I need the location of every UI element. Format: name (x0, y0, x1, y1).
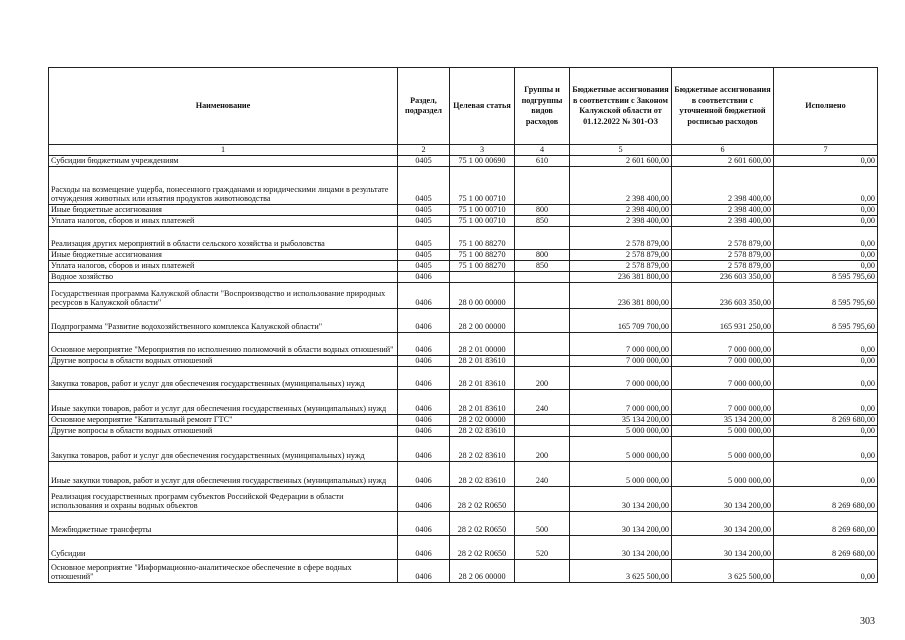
row-law: 5 000 000,00 (570, 436, 672, 461)
row-law: 7 000 000,00 (570, 355, 672, 366)
row-law: 30 134 200,00 (570, 511, 672, 535)
row-group: 200 (515, 436, 570, 461)
header-target: Целевая статья (450, 68, 515, 145)
row-executed: 0,00 (774, 425, 878, 436)
row-name: Субсидии бюджетным учреждениям (49, 155, 398, 166)
row-executed: 0,00 (774, 366, 878, 389)
row-section: 0406 (398, 332, 450, 355)
row-target: 28 2 02 83610 (450, 436, 515, 461)
row-target: 75 1 00 00710 (450, 166, 515, 204)
row-name: Закупка товаров, работ и услуг для обеспечения государственных (муниципальных) нужд (49, 366, 398, 389)
row-name: Уплата налогов, сборов и иных платежей (49, 215, 398, 226)
row-executed: 0,00 (774, 249, 878, 260)
row-target (450, 271, 515, 282)
row-target: 28 2 06 00000 (450, 559, 515, 582)
row-group: 800 (515, 249, 570, 260)
table-row (49, 389, 878, 414)
row-updated: 236 603 350,00 (672, 282, 774, 308)
row-target: 28 2 02 83610 (450, 461, 515, 486)
table-row (49, 249, 878, 260)
row-group (515, 308, 570, 332)
row-executed: 0,00 (774, 166, 878, 204)
header-law: Бюджетные ассигнования в соответствии с Законом Калужской области от 01.12.2022 № 301-ОЗ (570, 68, 672, 145)
row-updated: 30 134 200,00 (672, 511, 774, 535)
row-section: 0405 (398, 215, 450, 226)
col-number: 6 (672, 145, 774, 156)
row-executed: 8 595 795,60 (774, 308, 878, 332)
table-row (49, 215, 878, 226)
row-group: 500 (515, 511, 570, 535)
table-row (49, 511, 878, 535)
row-law: 2 578 879,00 (570, 260, 672, 271)
row-name: Субсидии (49, 535, 398, 559)
row-law: 2 578 879,00 (570, 226, 672, 249)
row-section: 0406 (398, 486, 450, 511)
row-law: 2 398 400,00 (570, 166, 672, 204)
row-name: Иные закупки товаров, работ и услуг для обеспечения государственных (муниципальных) нужд (49, 461, 398, 486)
row-group (515, 166, 570, 204)
row-law: 7 000 000,00 (570, 332, 672, 355)
row-updated: 5 000 000,00 (672, 461, 774, 486)
row-name: Основное мероприятие "Информационно-аналитическое обеспечение в сфере водных отношений" (49, 559, 398, 582)
row-target: 75 1 00 00710 (450, 215, 515, 226)
row-group (515, 355, 570, 366)
row-section: 0405 (398, 260, 450, 271)
row-name: Иные закупки товаров, работ и услуг для обеспечения государственных (муниципальных) нужд (49, 389, 398, 414)
row-updated: 165 931 250,00 (672, 308, 774, 332)
row-group (515, 271, 570, 282)
row-law: 165 709 700,00 (570, 308, 672, 332)
row-name: Иные бюджетные ассигнования (49, 249, 398, 260)
col-number: 2 (398, 145, 450, 156)
row-target: 28 2 00 00000 (450, 308, 515, 332)
row-law: 7 000 000,00 (570, 389, 672, 414)
row-group (515, 559, 570, 582)
col-number: 3 (450, 145, 515, 156)
row-target: 28 2 01 83610 (450, 366, 515, 389)
col-number: 1 (49, 145, 398, 156)
row-executed: 0,00 (774, 215, 878, 226)
row-name: Государственная программа Калужской области "Воспроизводство и использование природных ресурсов в Калужской области" (49, 282, 398, 308)
row-executed: 0,00 (774, 226, 878, 249)
row-updated: 5 000 000,00 (672, 436, 774, 461)
table-row (49, 414, 878, 425)
table-row (49, 436, 878, 461)
row-updated: 7 000 000,00 (672, 332, 774, 355)
row-executed: 0,00 (774, 155, 878, 166)
row-group: 240 (515, 461, 570, 486)
row-target: 28 2 02 R0650 (450, 535, 515, 559)
row-target: 28 2 02 83610 (450, 425, 515, 436)
row-executed: 0,00 (774, 260, 878, 271)
row-target: 75 1 00 00710 (450, 204, 515, 215)
row-target: 75 1 00 88270 (450, 249, 515, 260)
row-section: 0406 (398, 511, 450, 535)
row-name: Реализация государственных программ субъектов Российской Федерации в области использования и охраны водных объектов (49, 486, 398, 511)
row-target: 28 2 01 83610 (450, 389, 515, 414)
table-row (49, 155, 878, 166)
row-executed: 0,00 (774, 355, 878, 366)
row-group (515, 282, 570, 308)
header-name: Наименование (49, 68, 398, 145)
header-section: Раздел, подраздел (398, 68, 450, 145)
row-executed: 8 269 680,00 (774, 535, 878, 559)
row-law: 30 134 200,00 (570, 486, 672, 511)
header-executed: Исполнено (774, 68, 878, 145)
row-section: 0406 (398, 366, 450, 389)
table-row (49, 425, 878, 436)
row-target: 75 1 00 88270 (450, 226, 515, 249)
row-name: Водное хозяйство (49, 271, 398, 282)
row-target: 28 2 01 00000 (450, 332, 515, 355)
row-name: Закупка товаров, работ и услуг для обеспечения государственных (муниципальных) нужд (49, 436, 398, 461)
header-updated: Бюджетные ассигнования в соответствии с уточненной бюджетной росписью расходов (672, 68, 774, 145)
table-row (49, 535, 878, 559)
row-target: 28 2 02 R0650 (450, 486, 515, 511)
row-section: 0405 (398, 155, 450, 166)
row-name: Основное мероприятие "Мероприятия по исполнению полномочий в области водных отношений" (49, 332, 398, 355)
row-section: 0406 (398, 425, 450, 436)
row-group (515, 226, 570, 249)
row-law: 2 578 879,00 (570, 249, 672, 260)
col-number: 5 (570, 145, 672, 156)
row-group: 850 (515, 260, 570, 271)
row-updated: 7 000 000,00 (672, 355, 774, 366)
row-group: 850 (515, 215, 570, 226)
row-updated: 2 578 879,00 (672, 226, 774, 249)
row-law: 3 625 500,00 (570, 559, 672, 582)
row-section: 0406 (398, 308, 450, 332)
row-section: 0406 (398, 414, 450, 425)
page-number: 303 (860, 616, 875, 627)
row-name: Реализация других мероприятий в области сельского хозяйства и рыболовства (49, 226, 398, 249)
row-target: 28 0 00 00000 (450, 282, 515, 308)
row-group (515, 486, 570, 511)
row-section: 0405 (398, 226, 450, 249)
row-section: 0406 (398, 271, 450, 282)
row-updated: 5 000 000,00 (672, 425, 774, 436)
row-section: 0405 (398, 249, 450, 260)
table-row (49, 166, 878, 204)
row-executed: 0,00 (774, 204, 878, 215)
row-executed: 8 269 680,00 (774, 511, 878, 535)
row-group: 520 (515, 535, 570, 559)
row-updated: 2 398 400,00 (672, 215, 774, 226)
table-row (49, 271, 878, 282)
table-row (49, 366, 878, 389)
row-target: 75 1 00 00690 (450, 155, 515, 166)
row-updated: 30 134 200,00 (672, 486, 774, 511)
row-law: 2 601 600,00 (570, 155, 672, 166)
row-updated: 35 134 200,00 (672, 414, 774, 425)
table-row (49, 461, 878, 486)
row-section: 0405 (398, 166, 450, 204)
row-law: 30 134 200,00 (570, 535, 672, 559)
budget-table (48, 67, 878, 583)
table-row (49, 282, 878, 308)
row-executed: 0,00 (774, 389, 878, 414)
row-section: 0406 (398, 436, 450, 461)
row-updated: 3 625 500,00 (672, 559, 774, 582)
row-section: 0406 (398, 355, 450, 366)
row-updated: 2 578 879,00 (672, 260, 774, 271)
row-law: 2 398 400,00 (570, 204, 672, 215)
row-law: 236 381 800,00 (570, 271, 672, 282)
row-group (515, 332, 570, 355)
row-name: Другие вопросы в области водных отношений (49, 425, 398, 436)
row-target: 28 2 02 R0650 (450, 511, 515, 535)
row-updated: 7 000 000,00 (672, 389, 774, 414)
row-section: 0406 (398, 389, 450, 414)
row-executed: 8 269 680,00 (774, 414, 878, 425)
table-row (49, 226, 878, 249)
row-group: 200 (515, 366, 570, 389)
table-row (49, 332, 878, 355)
row-name: Подпрограмма "Развитие водохозяйственного комплекса Калужской области" (49, 308, 398, 332)
table-row (49, 559, 878, 582)
row-target: 28 2 02 00000 (450, 414, 515, 425)
row-updated: 30 134 200,00 (672, 535, 774, 559)
row-section: 0406 (398, 282, 450, 308)
row-law: 236 381 800,00 (570, 282, 672, 308)
row-name: Другие вопросы в области водных отношений (49, 355, 398, 366)
row-updated: 236 603 350,00 (672, 271, 774, 282)
row-section: 0406 (398, 535, 450, 559)
row-updated: 2 578 879,00 (672, 249, 774, 260)
row-target: 28 2 01 83610 (450, 355, 515, 366)
row-group: 240 (515, 389, 570, 414)
row-updated: 7 000 000,00 (672, 366, 774, 389)
row-name: Уплата налогов, сборов и иных платежей (49, 260, 398, 271)
table-row (49, 308, 878, 332)
row-executed: 8 595 795,60 (774, 282, 878, 308)
row-law: 2 398 400,00 (570, 215, 672, 226)
row-name: Иные бюджетные ассигнования (49, 204, 398, 215)
row-executed: 0,00 (774, 332, 878, 355)
column-number-row (49, 145, 878, 156)
header-groups: Группы и подгруппы видов расходов (515, 68, 570, 145)
row-group: 800 (515, 204, 570, 215)
row-name: Межбюджетные трансферты (49, 511, 398, 535)
row-law: 5 000 000,00 (570, 461, 672, 486)
row-updated: 2 398 400,00 (672, 204, 774, 215)
col-number: 4 (515, 145, 570, 156)
row-target: 75 1 00 88270 (450, 260, 515, 271)
row-group (515, 425, 570, 436)
row-executed: 0,00 (774, 559, 878, 582)
row-section: 0406 (398, 461, 450, 486)
table-row (49, 260, 878, 271)
row-section: 0406 (398, 559, 450, 582)
row-group (515, 414, 570, 425)
table-row (49, 204, 878, 215)
row-updated: 2 601 600,00 (672, 155, 774, 166)
row-updated: 2 398 400,00 (672, 166, 774, 204)
row-name: Основное мероприятие "Капитальный ремонт ГТС" (49, 414, 398, 425)
row-executed: 8 269 680,00 (774, 486, 878, 511)
row-group: 610 (515, 155, 570, 166)
table-header-row (49, 68, 878, 145)
col-number: 7 (774, 145, 878, 156)
row-law: 35 134 200,00 (570, 414, 672, 425)
row-law: 5 000 000,00 (570, 425, 672, 436)
row-executed: 0,00 (774, 436, 878, 461)
table-row (49, 355, 878, 366)
row-name: Расходы на возмещение ущерба, понесенного гражданами и юридическими лицами в результате отчуждения животных или изъятия продуктов животноводства (49, 166, 398, 204)
row-section: 0405 (398, 204, 450, 215)
table-row (49, 486, 878, 511)
row-law: 7 000 000,00 (570, 366, 672, 389)
row-executed: 0,00 (774, 461, 878, 486)
row-executed: 8 595 795,60 (774, 271, 878, 282)
